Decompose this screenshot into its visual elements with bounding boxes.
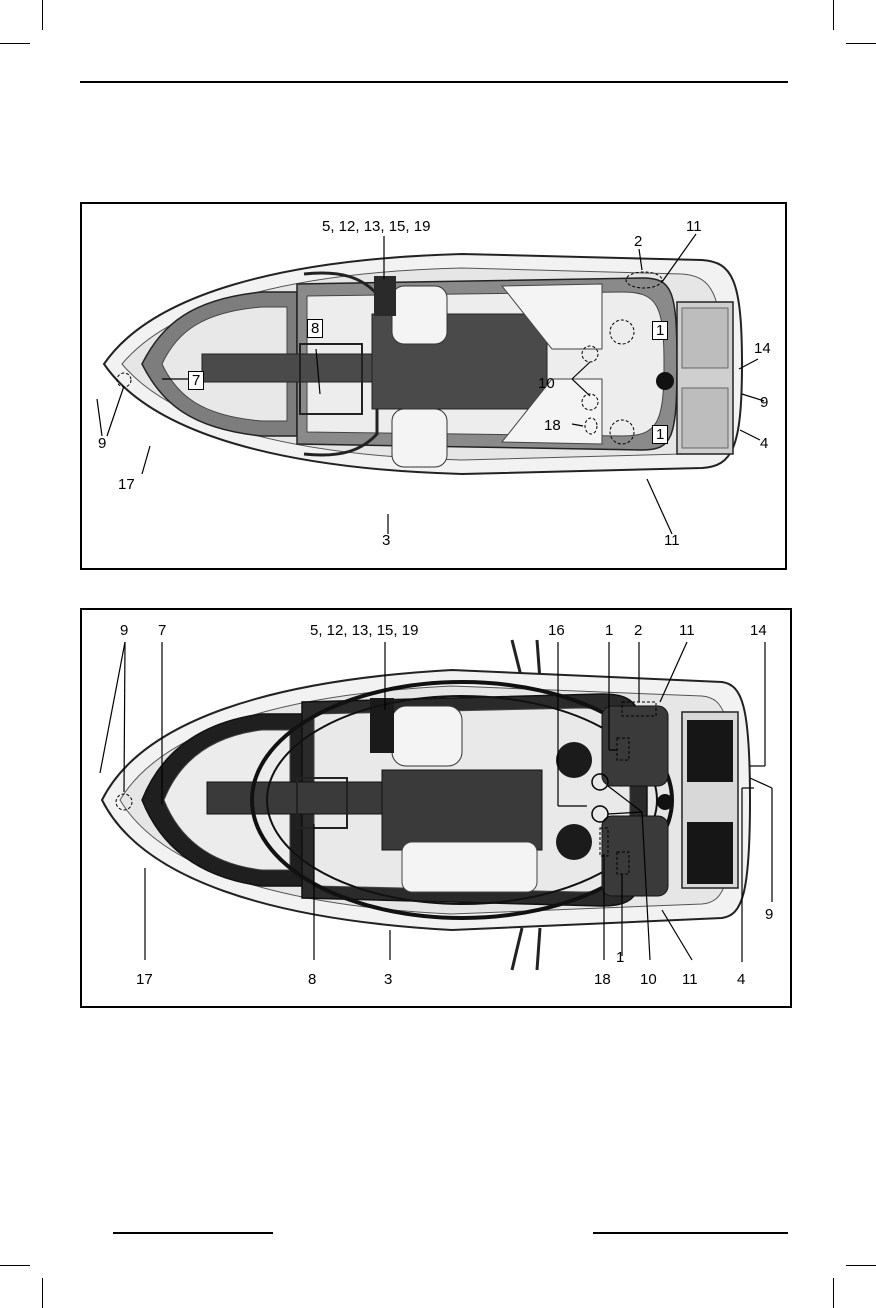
crop-mark-tr-h (846, 43, 876, 44)
footer-rule-left (113, 1232, 273, 1234)
figure-2-boat-top-view (80, 608, 792, 1008)
fig1-label-5-12-13-15-19: 5, 12, 13, 15, 19 (322, 218, 431, 235)
fig1-label-8: 8 (307, 319, 323, 338)
fig1-label-9-right: 9 (760, 394, 769, 411)
fig2-label-5-12-13-15-19: 5, 12, 13, 15, 19 (310, 622, 419, 639)
fig1-label-1-lower: 1 (652, 425, 668, 444)
fig2-label-7: 7 (158, 622, 167, 639)
crop-mark-br-h (846, 1265, 876, 1266)
fig2-label-11-top: 11 (679, 622, 695, 639)
fig2-label-1-top: 1 (605, 622, 614, 639)
crop-mark-br-v (833, 1278, 834, 1308)
fig2-label-9-right: 9 (765, 906, 774, 923)
fig2-label-10: 10 (640, 971, 657, 988)
crop-mark-bl-h (0, 1265, 30, 1266)
fig1-label-11-bottom: 11 (664, 532, 680, 549)
fig1-label-10: 10 (538, 375, 555, 392)
fig1-label-4: 4 (760, 435, 769, 452)
fig1-label-1-upper: 1 (652, 321, 668, 340)
figure-1-boat-top-view (80, 202, 787, 570)
fig1-label-18: 18 (544, 417, 561, 434)
fig1-label-2: 2 (634, 233, 643, 250)
fig2-label-11-bottom: 11 (682, 971, 698, 988)
fig1-label-17: 17 (118, 476, 135, 493)
fig2-label-1-bottom: 1 (616, 949, 625, 966)
fig1-label-9-left: 9 (98, 435, 107, 452)
footer-rule-right (593, 1232, 788, 1234)
fig2-label-4: 4 (737, 971, 746, 988)
crop-mark-bl-v (42, 1278, 43, 1308)
fig1-label-14: 14 (754, 340, 771, 357)
header-rule (80, 81, 788, 83)
fig2-label-17: 17 (136, 971, 153, 988)
fig1-label-11-top: 11 (686, 218, 702, 235)
boat-illustration-2 (82, 610, 792, 1008)
fig1-label-3: 3 (382, 532, 391, 549)
fig2-label-9-top: 9 (120, 622, 129, 639)
crop-mark-tl-v (42, 0, 43, 30)
fig1-label-7: 7 (188, 371, 204, 390)
fig2-label-3: 3 (384, 971, 393, 988)
fig2-label-8: 8 (308, 971, 317, 988)
fig2-label-14: 14 (750, 622, 767, 639)
fig2-label-16: 16 (548, 622, 565, 639)
crop-mark-tr-v (833, 0, 834, 30)
fig2-label-18: 18 (594, 971, 611, 988)
fig2-label-2: 2 (634, 622, 643, 639)
crop-mark-tl-h (0, 43, 30, 44)
